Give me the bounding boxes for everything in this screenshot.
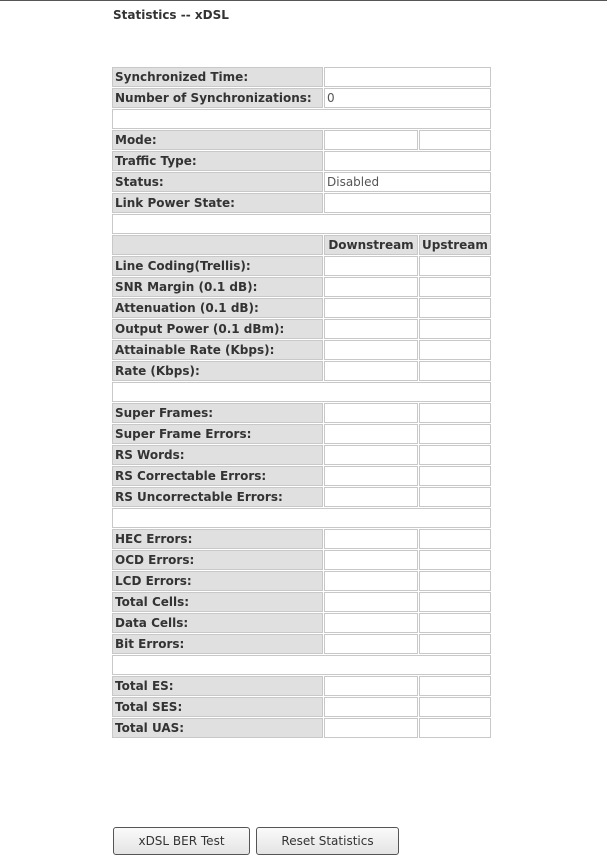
table-row [112,340,491,360]
row-label: RS Words: [112,445,323,465]
reset-statistics-button[interactable]: Reset Statistics [256,827,399,855]
num-synchronizations-label: Number of Synchronizations: [112,88,323,108]
spacer-cell [112,382,491,402]
upstream-value [419,256,491,276]
table-row [112,277,491,297]
spacer-cell [112,109,491,129]
downstream-value [324,592,418,612]
downstream-value [324,403,418,423]
upstream-value [419,466,491,486]
mode-value-2 [419,130,491,150]
upstream-value [419,676,491,696]
table-row [112,697,491,717]
upstream-value [419,361,491,381]
downstream-value [324,319,418,339]
row-label: HEC Errors: [112,529,323,549]
upstream-header: Upstream [419,235,491,255]
table-row [112,193,491,213]
row-label: Line Coding(Trellis): [112,256,323,276]
row-label: RS Uncorrectable Errors: [112,487,323,507]
upstream-value [419,424,491,444]
table-row [112,298,491,318]
downstream-value [324,634,418,654]
traffic-type-value [324,151,491,171]
upstream-value [419,634,491,654]
downstream-value [324,424,418,444]
mode-value [324,130,418,150]
table-row [112,466,491,486]
row-label: LCD Errors: [112,571,323,591]
spacer-cell [112,214,491,234]
status-value: Disabled [324,172,491,192]
downstream-value [324,718,418,738]
row-label: Attainable Rate (Kbps): [112,340,323,360]
downstream-value [324,697,418,717]
upstream-value [419,550,491,570]
spacer-row [112,508,491,528]
traffic-type-label: Traffic Type: [112,151,323,171]
row-label: Total ES: [112,676,323,696]
downstream-value [324,466,418,486]
upstream-value [419,592,491,612]
row-label: Total UAS: [112,718,323,738]
spacer-row [112,655,491,675]
row-label: RS Correctable Errors: [112,466,323,486]
downstream-value [324,298,418,318]
upstream-value [419,445,491,465]
row-label: Data Cells: [112,613,323,633]
table-row [112,550,491,570]
row-label: SNR Margin (0.1 dB): [112,277,323,297]
downstream-value [324,613,418,633]
upstream-value [419,319,491,339]
downstream-value [324,676,418,696]
spacer-cell [112,508,491,528]
downstream-value [324,487,418,507]
spacer-row [112,109,491,129]
row-label: Super Frames: [112,403,323,423]
xdsl-statistics-table [111,66,492,739]
synchronized-time-value [324,67,491,87]
row-label: Output Power (0.1 dBm): [112,319,323,339]
row-label: Total SES: [112,697,323,717]
table-row [112,256,491,276]
upstream-value [419,487,491,507]
upstream-value [419,403,491,423]
downstream-value [324,445,418,465]
downstream-value [324,340,418,360]
upstream-value [419,571,491,591]
table-row [112,592,491,612]
table-row [112,487,491,507]
table-row [112,67,491,87]
table-row [112,151,491,171]
table-row [112,445,491,465]
spacer-row [112,214,491,234]
column-header-blank [112,235,323,255]
upstream-value [419,340,491,360]
row-label: Bit Errors: [112,634,323,654]
xdsl-ber-test-button[interactable]: xDSL BER Test [113,827,250,855]
table-row [112,529,491,549]
table-row [112,634,491,654]
table-row [112,718,491,738]
upstream-value [419,697,491,717]
table-row [112,361,491,381]
mode-label: Mode: [112,130,323,150]
row-label: Super Frame Errors: [112,424,323,444]
column-header-row [112,235,491,255]
row-label: OCD Errors: [112,550,323,570]
downstream-value [324,571,418,591]
downstream-value [324,361,418,381]
status-label: Status: [112,172,323,192]
downstream-value [324,256,418,276]
table-row [112,172,491,192]
link-power-state-value [324,193,491,213]
table-row [112,130,491,150]
upstream-value [419,613,491,633]
upstream-value [419,298,491,318]
table-row [112,676,491,696]
top-divider [0,0,607,1]
row-label: Total Cells: [112,592,323,612]
downstream-value [324,550,418,570]
table-row [112,319,491,339]
table-row [112,613,491,633]
spacer-row [112,382,491,402]
page-title: Statistics -- xDSL [113,8,229,22]
table-row [112,424,491,444]
upstream-value [419,718,491,738]
upstream-value [419,277,491,297]
table-row [112,571,491,591]
table-row [112,403,491,423]
synchronized-time-label: Synchronized Time: [112,67,323,87]
downstream-header: Downstream [324,235,418,255]
row-label: Rate (Kbps): [112,361,323,381]
downstream-value [324,277,418,297]
upstream-value [419,529,491,549]
downstream-value [324,529,418,549]
link-power-state-label: Link Power State: [112,193,323,213]
spacer-cell [112,655,491,675]
row-label: Attenuation (0.1 dB): [112,298,323,318]
table-row [112,88,491,108]
num-synchronizations-value: 0 [324,88,491,108]
